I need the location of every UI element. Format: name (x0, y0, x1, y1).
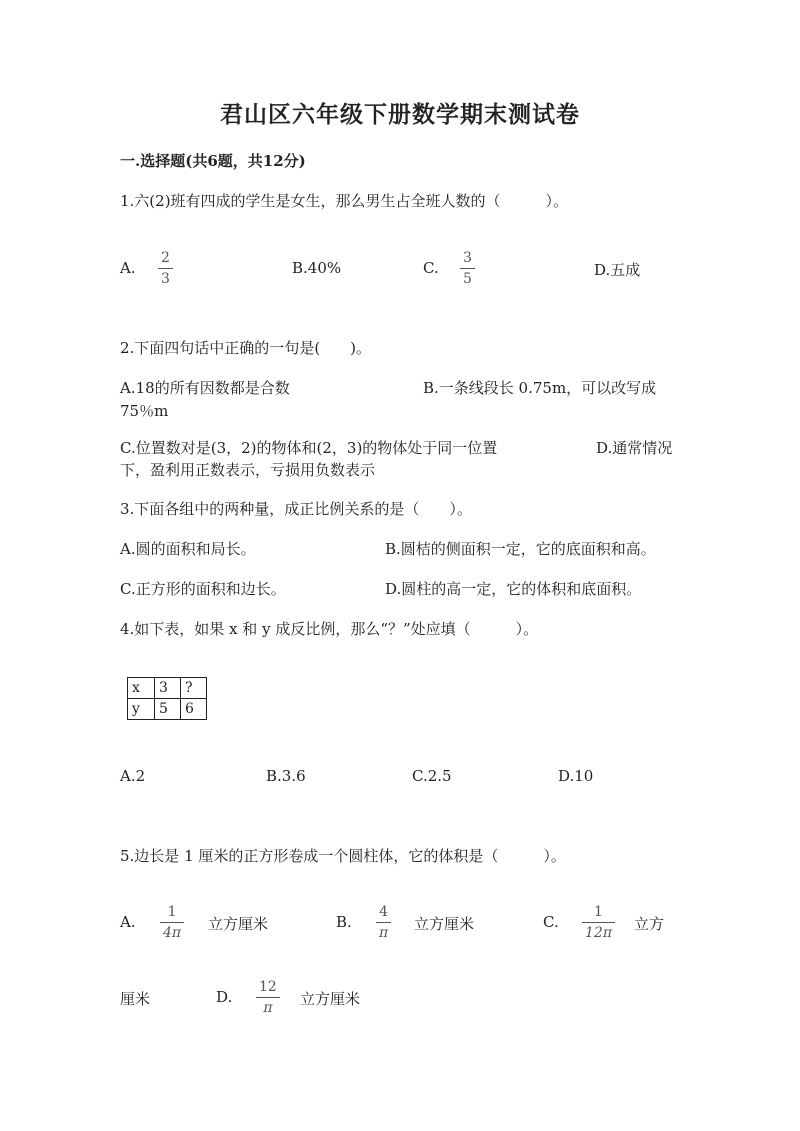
q5-option-a-fraction (160, 905, 184, 940)
table-cell: ? (181, 678, 207, 699)
q4-option-d: D.10 (558, 767, 594, 785)
fraction-denominator: 12π (585, 925, 613, 941)
q2-option-c: C.位置数对是(3，2)的物体和(2，3)的物体处于同一位置 (120, 439, 498, 457)
fraction-denominator: 5 (463, 271, 472, 287)
table-row (128, 678, 207, 699)
table-cell: 5 (155, 699, 181, 720)
q5-option-c-label: C. (543, 913, 559, 931)
q5-option-c-unit-continued: 厘米 (120, 990, 151, 1008)
q5-option-d-unit: 立方厘米 (300, 990, 361, 1008)
q5-option-b-unit: 立方厘米 (414, 915, 475, 933)
q3-option-b: B.圆桔的侧面积一定，它的底面积和高。 (385, 540, 656, 558)
q1-option-c-label: C. (423, 259, 439, 277)
q5-option-b-label: B. (336, 913, 352, 931)
q5-option-d-fraction (256, 980, 280, 1015)
q3-option-c: C.正方形的面积和边长。 (120, 580, 286, 598)
table-cell: 3 (155, 678, 181, 699)
q2-option-d-line2: 下，盈利用正数表示，亏损用负数表示 (120, 461, 376, 479)
fraction-denominator: π (379, 925, 389, 941)
q5-option-c-fraction (582, 905, 615, 940)
fraction-denominator: 4π (163, 925, 182, 941)
q2-option-b-line2: 75％m (120, 402, 169, 420)
table-cell: x (128, 678, 155, 699)
page-title: 君山区六年级下册数学期末测试卷 (220, 101, 580, 128)
q1-option-b: B.40% (292, 259, 342, 277)
q2-option-b-line1: B.一条线段长 0.75m，可以改写成 (423, 379, 657, 397)
q1-option-a-fraction (158, 251, 173, 286)
q2-option-a: A.18的所有因数都是合数 (120, 379, 290, 397)
question-5-stem: 5.边长是 1 厘米的正方形卷成一个圆柱体，它的体积是（ ）。 (120, 847, 566, 865)
q3-option-d: D.圆柱的高一定，它的体积和底面积。 (385, 580, 642, 598)
table-cell: 6 (181, 699, 207, 720)
fraction-numerator: 1 (594, 904, 603, 920)
table-cell: y (128, 699, 155, 720)
question-1-stem: 1.六(2)班有四成的学生是女生，那么男生占全班人数的（ ）。 (120, 192, 569, 210)
q4-option-b: B.3.6 (266, 767, 306, 785)
question-3-stem: 3.下面各组中的两种量，成正比例关系的是（ ）。 (120, 500, 472, 518)
xy-table (127, 677, 207, 720)
q5-option-b-fraction (376, 905, 391, 940)
fraction-numerator: 4 (379, 904, 389, 920)
fraction-numerator: 2 (161, 250, 170, 266)
fraction-numerator: 12 (259, 979, 277, 995)
q1-option-d: D.五成 (594, 261, 641, 279)
q2-option-d-line1: D.通常情况 (596, 439, 673, 457)
q1-option-c-fraction (460, 251, 475, 286)
fraction-numerator: 1 (167, 904, 177, 920)
q4-option-c: C.2.5 (412, 767, 452, 785)
fraction-numerator: 3 (463, 250, 472, 266)
section-heading: 一.选择题(共6题，共12分) (120, 152, 306, 170)
fraction-denominator: π (263, 1000, 273, 1016)
question-2-stem: 2.下面四句话中正确的一句是( )。 (120, 339, 372, 357)
table-row (128, 699, 207, 720)
fraction-denominator: 3 (161, 271, 170, 287)
q4-option-a: A.2 (120, 767, 146, 785)
question-4-stem: 4.如下表，如果 x 和 y 成反比例，那么“？”处应填（ ）。 (120, 620, 539, 638)
q1-option-a-label: A. (120, 259, 136, 277)
q5-option-c-unit: 立方 (634, 915, 665, 933)
q5-option-d-label: D. (216, 988, 233, 1006)
q5-option-a-label: A. (120, 913, 136, 931)
q3-option-a: A.圆的面积和局长。 (120, 540, 256, 558)
q5-option-a-unit: 立方厘米 (208, 915, 269, 933)
